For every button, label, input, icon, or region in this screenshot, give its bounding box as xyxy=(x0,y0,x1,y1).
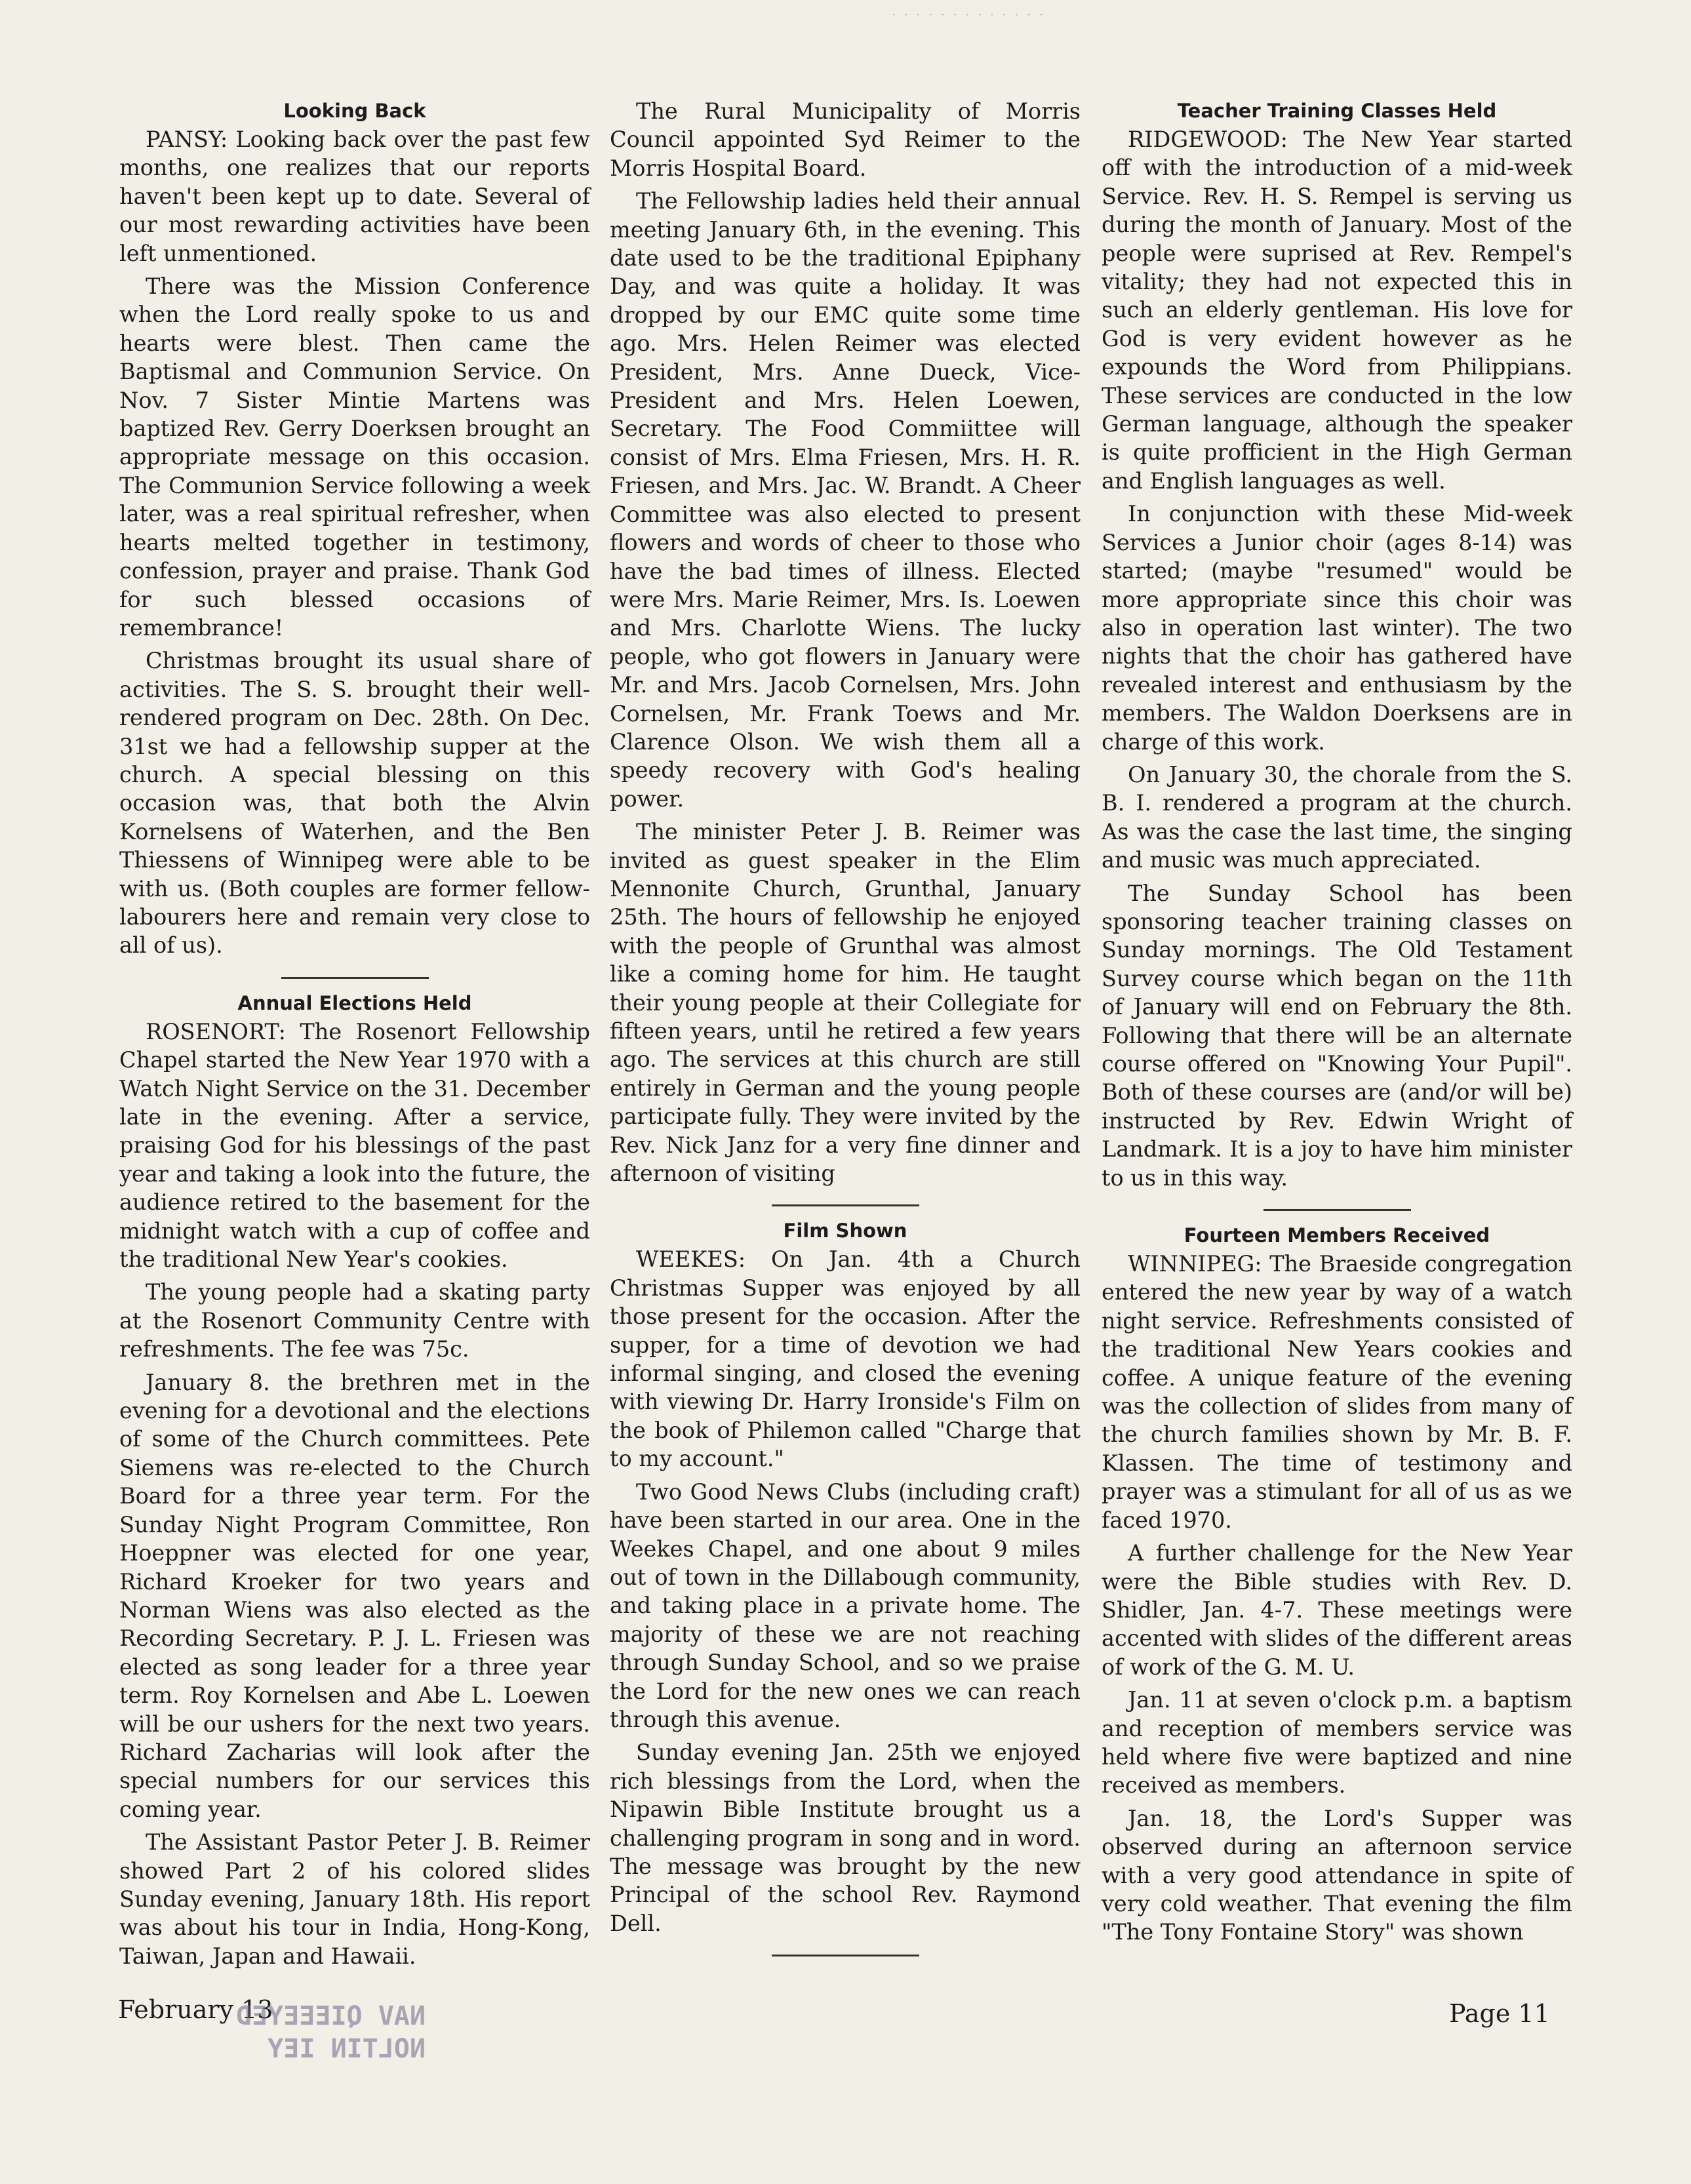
paragraph: Jan. 18, the Lord's Supper was observed during an afternoon service with a very good attendance in spite of very cold weather. That evening the film "The Tony Fontaine Story" was shown xyxy=(1102,1805,1572,1945)
paragraph: PANSY: Looking back over the past few months, one realizes that our reports haven't been kept up to date. Several of our most rewarding activities have been left unmentioned. xyxy=(119,127,590,266)
paragraph: A further challenge for the New Year were the Bible studies with Rev. D. Shidler, Jan. 4-7. These meetings were accented with slides of the different areas of work of the G. M. U. xyxy=(1102,1540,1572,1680)
footer-date: February 13 xyxy=(118,1995,273,2024)
paragraph: Two Good News Clubs (including craft) have been started in our area. One in the Weekes Chapel, and one about 9 miles out of town in the Dillabough community, and taking place in a private home. The majority of these we are not reaching through Sunday School, and so we praise the Lord for the new ones we can reach through this avenue. xyxy=(610,1479,1081,1732)
stamp-line: NAV QIEEEYED xyxy=(236,2001,426,2031)
paragraph: RIDGEWOOD: The New Year started off with the introduction of a mid-week Service. Rev. H. S. Rempel is serving us during the month of January. Most of the people were suprised at Rev. Rempel's vitality; they had not expected this in such an elderly gentleman. His love for God is very evident however as he expounds the Word from Philippians. These services are conducted in the low German language, although the speaker is quite profficient in the High German and English languages as well. xyxy=(1102,127,1572,494)
paragraph: January 8. the brethren met in the evening for a devotional and the elections of some of the Church committees. Pete Siemens was re-elected to the Church Board for a three year term. For the Sunday Night Program Committee, Ron Hoeppner was elected for one year, Richard Kroeker for two years and Norman Wiens was also elected as the Recording Secretary. P. J. L. Friesen was elected as song leader for a three year term. Roy Kornelsen and Abe L. Loewen will be our ushers for the next two years. Richard Zacharias will look after the special numbers for our services this coming year. xyxy=(119,1369,590,1822)
paragraph: Sunday evening Jan. 25th we enjoyed rich blessings from the Lord, when the Nipawin Bible Institute brought us a challenging program in song and in word. The message was brought by the new Principal of the school Rev. Raymond Dell. xyxy=(610,1739,1081,1936)
section-divider xyxy=(281,977,429,979)
paragraph: The Assistant Pastor Peter J. B. Reimer showed Part 2 of his colored slides Sunday evening, January 18th. His report was about his tour in India, Hong-Kong, Taiwan, Japan and Hawaii. xyxy=(119,1829,590,1969)
column-right xyxy=(1102,97,1572,1951)
paragraph: In conjunction with these Mid-week Services a Junior choir (ages 8-14) was started; (maybe "resumed" would be more appropriate since this choir was also in operation last winter). The two nights that the choir has gathered have revealed interest and enthusiasm by the members. The Waldon Doerksens are in charge of this work. xyxy=(1102,501,1572,755)
paragraph: The Rural Municipality of Morris Council appointed Syd Reimer to the Morris Hospital Board. xyxy=(610,98,1081,181)
stamp-line: NOLTIN IEY xyxy=(268,2034,426,2064)
paragraph: The Sunday School has been sponsoring teacher training classes on Sunday mornings. The Old Testament Survey course which began on the 11th of January will end on February the 8th. Following that there will be an alternate course offered on "Knowing Your Pupil". Both of these courses are (and/or will be) instructed by Rev. Edwin Wright of Landmark. It is a joy to have him minister to us in this way. xyxy=(1102,880,1572,1191)
heading-fourteen-members: Fourteen Members Received xyxy=(1184,1224,1490,1247)
paragraph: On January 30, the chorale from the S. B. I. rendered a program at the church. As was the case the last time, the singing and music was much appreciated. xyxy=(1102,761,1572,873)
heading-annual-elections: Annual Elections Held xyxy=(237,991,472,1014)
heading-looking-back: Looking Back xyxy=(283,100,426,122)
section-divider xyxy=(772,1204,919,1206)
section-divider xyxy=(1263,1209,1411,1211)
paragraph: WEEKES: On Jan. 4th a Church Christmas Supper was enjoyed by all those present for the occasion. After the supper, for a time of devotion we had informal singing, and closed the evening with viewing Dr. Harry Ironside's Film on the book of Philemon called "Charge that to my account." xyxy=(610,1246,1081,1472)
heading-film-shown: Film Shown xyxy=(783,1220,907,1242)
paragraph: The minister Peter J. B. Reimer was invited as guest speaker in the Elim Mennonite Church, Grunthal, January 25th. The hours of fellowship he enjoyed with the people of Grunthal was almost like a coming home for him. He taught their young people at their Collegiate for fifteen years, until he retired a few years ago. The services at this church are still entirely in German and the young people participate fully. They were invited by the Rev. Nick Janz for a very fine dinner and afternoon of visiting xyxy=(610,819,1081,1187)
top-bleed-mark: · · · · · · · · · · · · · xyxy=(892,7,1045,22)
heading-teacher-training: Teacher Training Classes Held xyxy=(1177,100,1497,122)
paragraph: ROSENORT: The Rosenort Fellowship Chapel started the New Year 1970 with a Watch Night Service on the 31. December late in the evening. After a service, praising God for his blessings of the past year and taking a look into the future, the audience retired to the basement for the midnight watch with a cup of coffee and the traditional New Year's cookies. xyxy=(119,1018,590,1273)
archive-stamp xyxy=(236,2000,426,2065)
section-divider xyxy=(772,1955,919,1956)
paragraph: WINNIPEG: The Braeside congregation entered the new year by way of a watch night service. Refreshments consisted of the traditional New Years cookies and coffee. A unique feature of the evening was the collection of slides from many of the church families shown by Mr. B. F. Klassen. The time of testimony and prayer was a stimulant for all of us as we faced 1970. xyxy=(1102,1251,1572,1533)
paragraph: There was the Mission Conference when the Lord really spoke to us and hearts were blest. Then came the Baptismal and Communion Service. On Nov. 7 Sister Mintie Martens was baptized Rev. Gerry Doerksen brought an appropriate message on this occasion. The Communion Service following a week later, was a real spiritual refresher, when hearts melted together in testimony, confession, prayer and praise. Thank God for such blessed occasions of remembrance! xyxy=(119,273,590,641)
paragraph: Christmas brought its usual share of activities. The S. S. brought their well-rendered program on Dec. 28th. On Dec. 31st we had a fellowship supper at the church. A special blessing on this occasion was, that both the Alvin Kornelsens of Waterhen, and the Ben Thiessens of Winnipeg were able to be with us. (Both couples are former fellow-labourers here and remain very close to all of us). xyxy=(119,648,590,959)
paragraph: Jan. 11 at seven o'clock p.m. a baptism and reception of members service was held where five were baptized and nine received as members. xyxy=(1102,1687,1572,1798)
paragraph: The Fellowship ladies held their annual meeting January 6th, in the evening. This date used to be the traditional Epiphany Day, and was quite a holiday. It was dropped by our EMC quite some time ago. Mrs. Helen Reimer was elected President, Mrs. Anne Dueck, Vice-President and Mrs. Helen Loewen, Secretary. The Food Commiittee will consist of Mrs. Elma Friesen, Mrs. H. R. Friesen, and Mrs. Jac. W. Brandt. A Cheer Committee was also elected to present flowers and words of cheer to those who have the bad times of illness. Elected were Mrs. Marie Reimer, Mrs. Is. Loewen and Mrs. Charlotte Wiens. The lucky people, who got flowers in January were Mr. and Mrs. Jacob Cornelsen, Mrs. John Cornelsen, Mr. Frank Toews and Mr. Clarence Olson. We wish them all a speedy recovery with God's healing power. xyxy=(610,188,1081,812)
paragraph: The young people had a skating party at the Rosenort Community Centre with refreshments. The fee was 75c. xyxy=(119,1279,590,1362)
column-middle xyxy=(610,97,1081,1967)
column-left xyxy=(119,97,590,1975)
footer-page-number: Page 11 xyxy=(1449,1999,1550,2028)
